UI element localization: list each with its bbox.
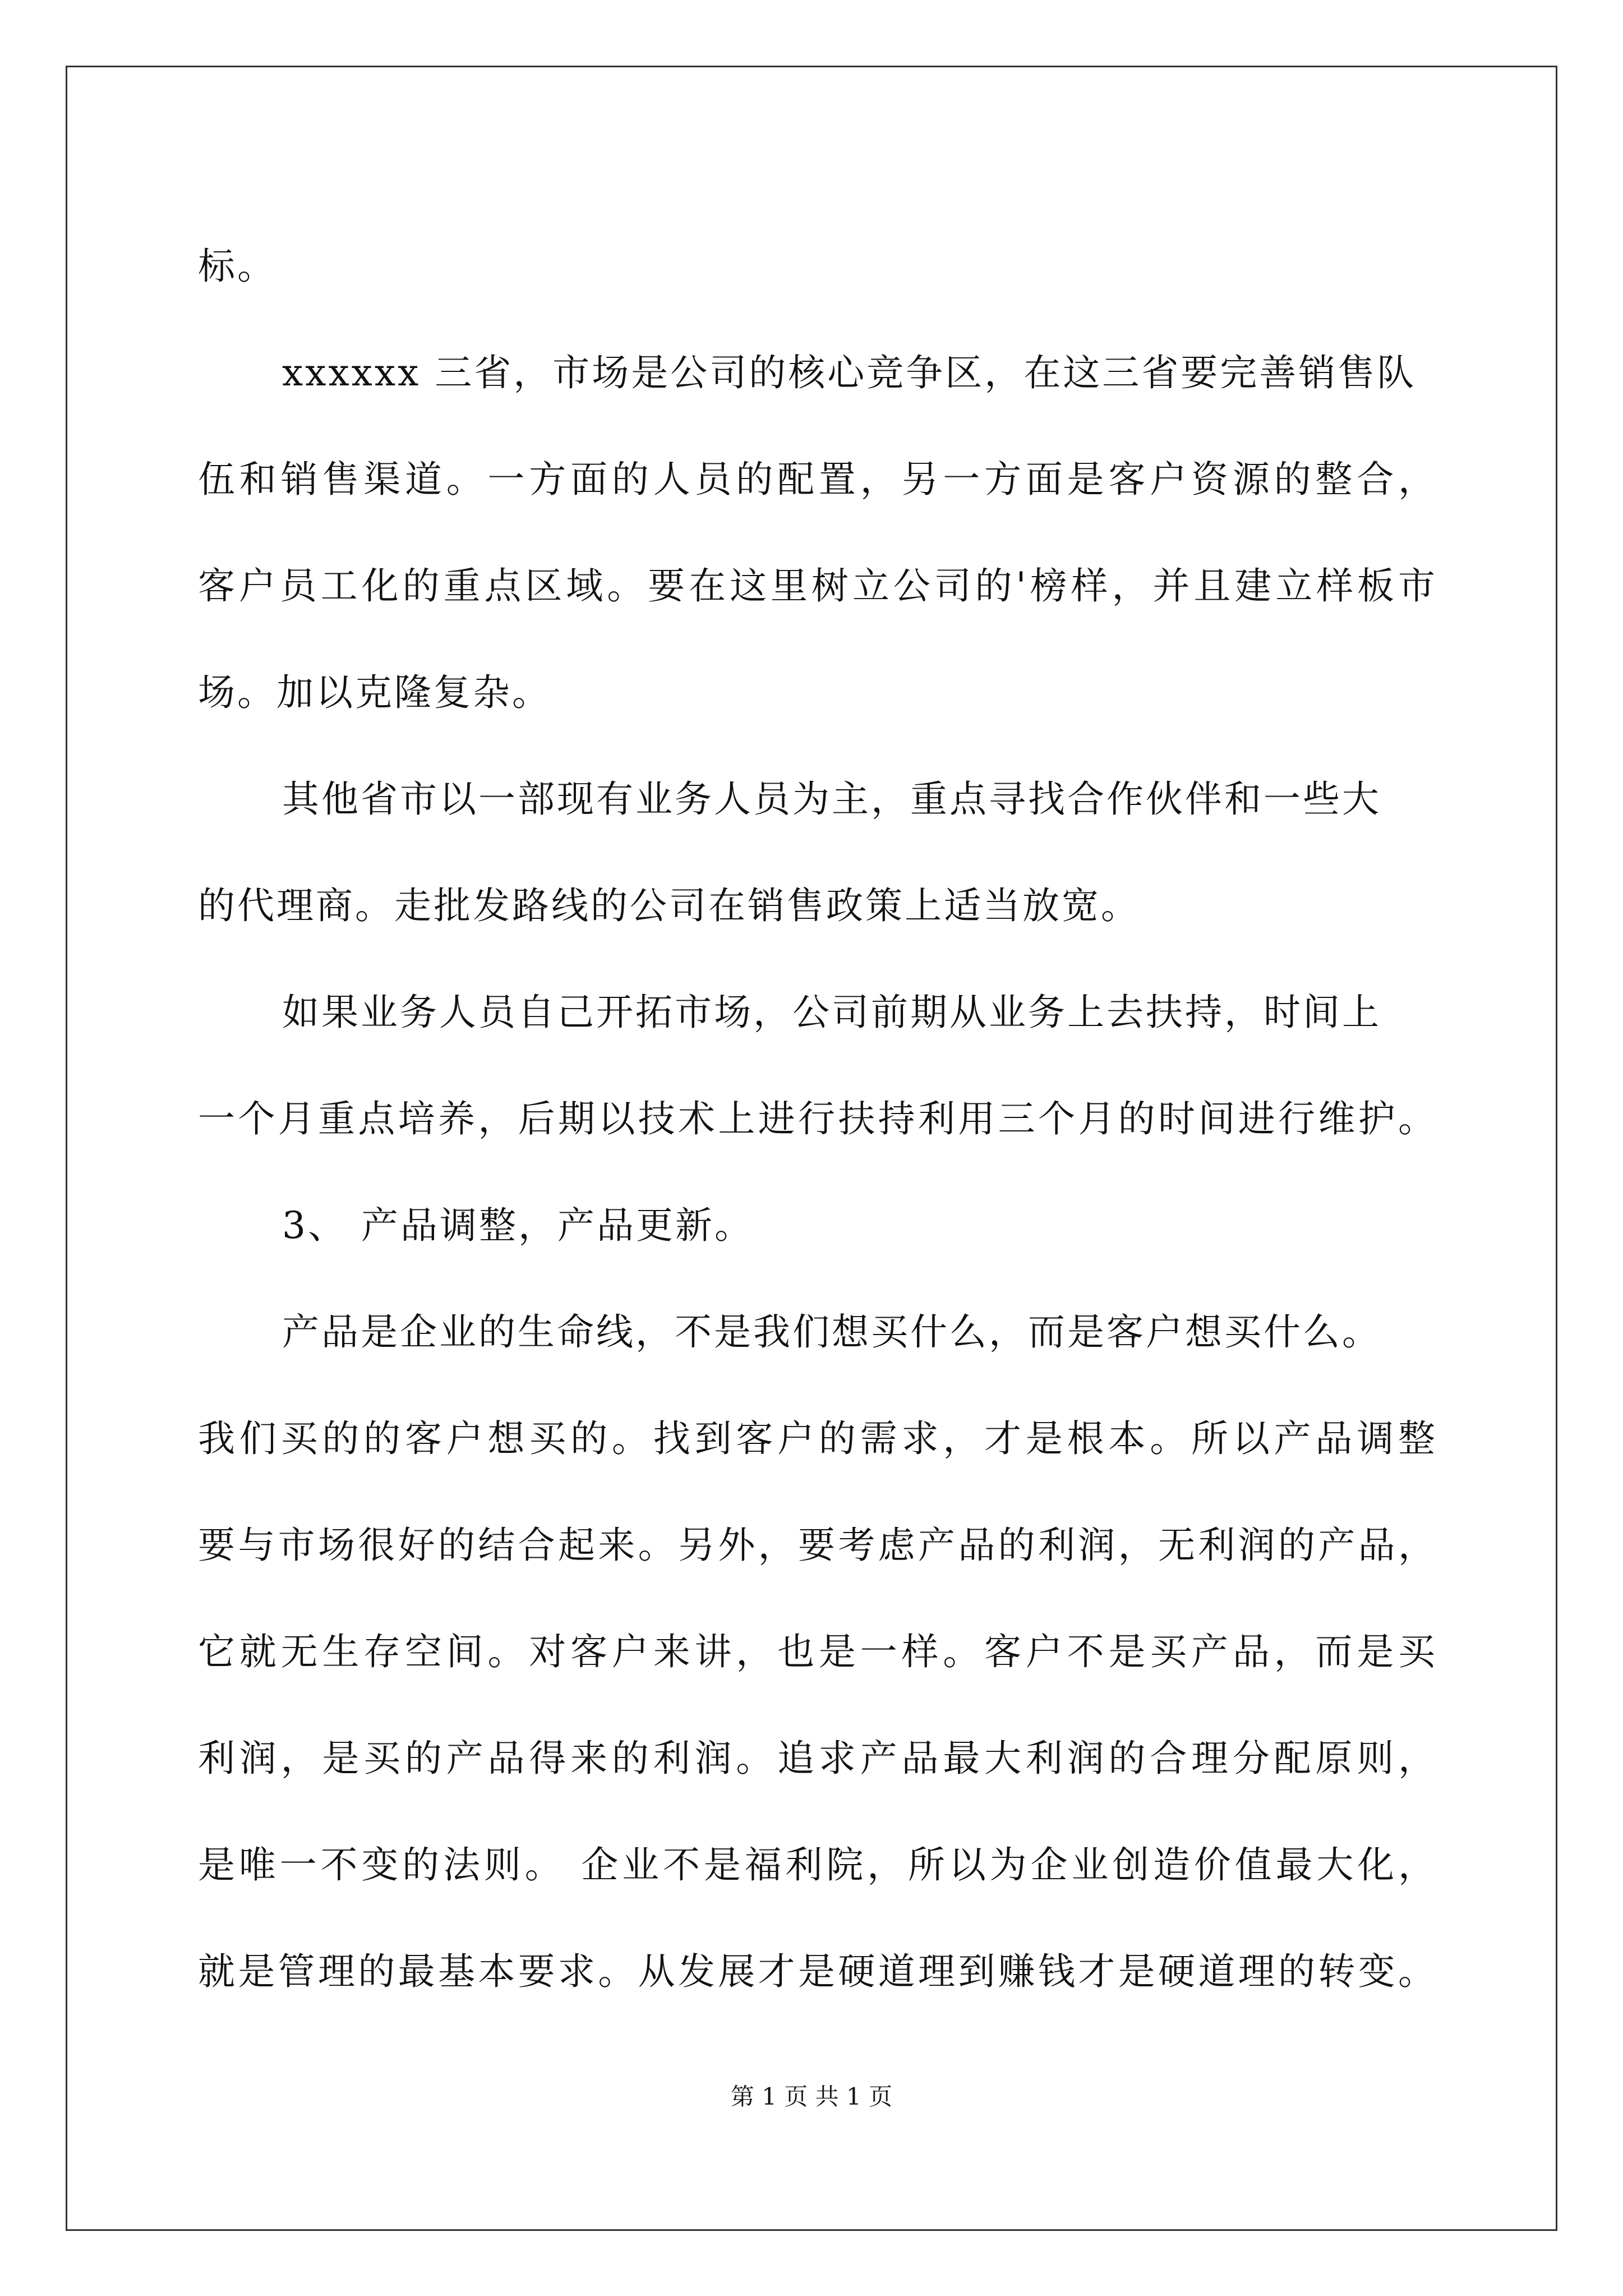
paragraph-first-line: 其他省市以一部现有业务人员为主，重点寻找合作伙伴和一些大	[282, 777, 1381, 821]
text-line: 要与市场很好的结合起来。另外，要考虑产品的利润，无利润的产品，	[198, 1524, 1437, 1567]
text-line: 标。	[198, 245, 276, 288]
text-line: 伍和销售渠道。一方面的人员的配置，另一方面是客户资源的整合，	[198, 458, 1437, 501]
paragraph-first-line: xxxxxx 三省，市场是公司的核心竞争区，在这三省要完善销售队	[282, 351, 1417, 394]
document-body	[198, 213, 1437, 2025]
text-line: 的代理商。走批发路线的公司在销售政策上适当放宽。	[198, 884, 1140, 927]
text-line: 就是管理的最基本要求。从发展才是硬道理到赚钱才是硬道理的转变。	[198, 1950, 1437, 1993]
text-line: 是唯一不变的法则。 企业不是福利院，所以为企业创造价值最大化，	[198, 1843, 1437, 1887]
text-line: 我们买的的客户想买的。找到客户的需求，才是根本。所以产品调整	[198, 1417, 1437, 1460]
section-heading: 3、 产品调整，产品更新。	[282, 1204, 754, 1247]
text-line: 一个月重点培养，后期以技术上进行扶持利用三个月的时间进行维护。	[198, 1097, 1437, 1140]
text-line: 客户员工化的重点区域。要在这里树立公司的'榜样，并且建立样板市	[198, 564, 1437, 608]
text-line: 利润，是买的产品得来的利润。追求产品最大利润的合理分配原则，	[198, 1737, 1437, 1780]
text-line: 它就无生存空间。对客户来讲，也是一样。客户不是买产品，而是买	[198, 1630, 1437, 1673]
paragraph-first-line: 产品是企业的生命线，不是我们想买什么，而是客户想买什么。	[282, 1310, 1381, 1354]
paragraph-first-line: 如果业务人员自己开拓市场，公司前期从业务上去扶持，时间上	[282, 991, 1381, 1034]
page-footer: 第 1 页 共 1 页	[730, 2083, 893, 2110]
text-line: 场。加以克隆复杂。	[198, 671, 551, 714]
